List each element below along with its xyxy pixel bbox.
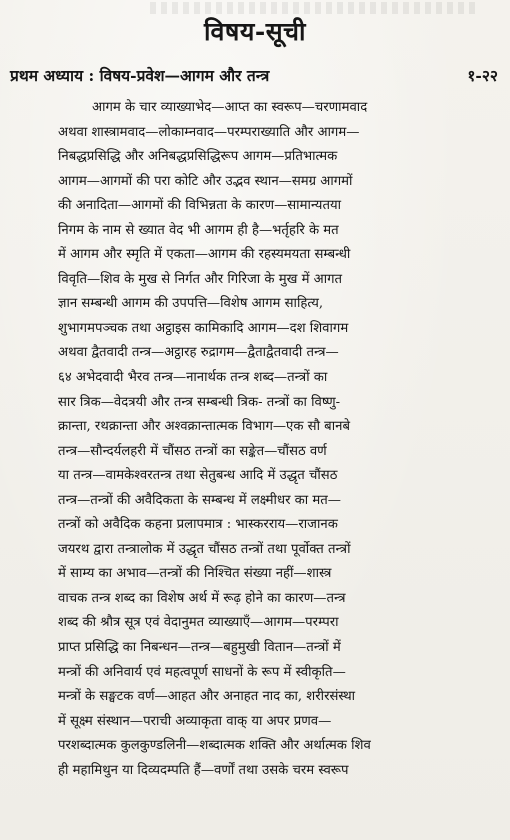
text-line: मन्त्रों के सङ्घटक वर्ण—आहत और अनाहत नाद का, शरीरसंस्था <box>58 689 356 705</box>
text-line: की अनादिता—आगमों की विभिन्नता के कारण—सामान्यतया <box>58 198 342 214</box>
text-line: वाचक तन्त्र शब्द का विशेष अर्थ में रूढ़ होने का कारण—तन्त्र <box>58 590 346 606</box>
text-line: क्रान्ता, रथक्रान्ता और अश्वक्रान्तात्मक विभाग—एक सौ बानबे <box>58 419 350 435</box>
text-line: तन्त्र—तन्त्रों की अवैदिकता के सम्बन्ध में लक्ष्मीधर का मत— <box>58 492 341 508</box>
text-line: अथवा द्वैतवादी तन्त्र—अट्ठारह रुद्रागम—द्वैताद्वैतवादी तन्त्र— <box>58 345 339 361</box>
chapter-heading <box>10 64 498 90</box>
text-line: ज्ञान सम्बन्धी आगम की उपपत्ति—विशेष आगम साहित्य, <box>58 296 324 312</box>
chapter-contents-text <box>58 96 498 783</box>
text-line: में साम्य का अभाव—तन्त्रों की निश्चित संख्या नहीं—शास्त्र <box>58 566 332 582</box>
text-line: विवृति—शिव के मुख से निर्गत और गिरिजा के मुख में आगत <box>58 271 343 287</box>
text-line: आगम के चार व्याख्याभेद—आप्त का स्वरूप—चरणामवाद <box>92 100 368 115</box>
text-line: में सूक्ष्म संस्थान—पराची अव्याकृता वाक् या अपर प्रणव— <box>58 713 332 729</box>
text-line: ६४ अभेदवादी भैरव तन्त्र—नानार्थक तन्त्र शब्द—तन्त्रों का <box>58 370 328 386</box>
text-line: अथवा शास्त्रामवाद—लोकाम्नवाद—परम्पराख्याति और आगम— <box>58 124 360 140</box>
text-line: परशब्दात्मक कुलकुण्डलिनी—शब्दात्मक शक्ति और अर्थात्मक शिव <box>58 738 371 754</box>
text-line: तन्त्रों को अवैदिक कहना प्रलापमात्र : भास्करराय—राजानक <box>58 517 338 533</box>
text-line: निबद्धप्रसिद्धि और अनिबद्धप्रसिद्धिरूप आगम—प्रतिभात्मक <box>58 149 338 165</box>
text-line: सार त्रिक—वेदत्रयी और तन्त्र सम्बन्धी त्रिक- तन्त्रों का विष्णु- <box>58 394 341 410</box>
text-line: निगम के नाम से ख्यात वेद भी आगम ही है—भर्तृहरि के मत <box>58 222 339 238</box>
chapter-page-range: १-२२ <box>467 66 498 85</box>
page-title: विषय-सूची <box>204 17 306 46</box>
text-line: या तन्त्र—वामकेश्वरतन्त्र तथा सेतुबन्ध आदि में उद्धृत चौंसठ <box>58 468 338 484</box>
text-line: में आगम और स्मृति में एकता—आगम की रहस्यमयता सम्बन्धी <box>58 247 351 263</box>
text-line: जयरथ द्वारा तन्त्रालोक में उद्धृत चौंसठ तन्त्रों तथा पूर्वोक्त तन्त्रों <box>58 541 351 557</box>
show-through-text <box>150 2 480 14</box>
chapter-title: प्रथम अध्याय : विषय-प्रवेश—आगम और तन्त्र <box>10 66 270 85</box>
text-line: आगम—आगमों की परा कोटि और उद्भव स्थान—समग्र आगमों <box>58 173 353 189</box>
text-line: तन्त्र—सौन्दर्यलहरी में चौंसठ तन्त्रों का सङ्केत—चौंसठ वर्ण <box>58 443 327 459</box>
text-line: शब्द की श्रौत्र सूत्र एवं वेदानुमत व्याख्याएँ—आगम—परम्परा <box>58 615 339 631</box>
text-line: मन्त्रों की अनिवार्य एवं महत्वपूर्ण साधनों के रूप में स्वीकृति— <box>58 664 346 680</box>
text-line: शुभागमपञ्चक तथा अट्ठाइस कामिकादि आगम—दश शिवागम <box>58 320 349 336</box>
text-line: ही महामिथुन या दिव्यदम्पति हैं—वर्णों तथा उसके चरम स्वरूप <box>58 762 349 778</box>
text-line: प्राप्त प्रसिद्धि का निबन्धन—तन्त्र—बहुमुखी वितान—तन्त्रों में <box>58 640 341 656</box>
